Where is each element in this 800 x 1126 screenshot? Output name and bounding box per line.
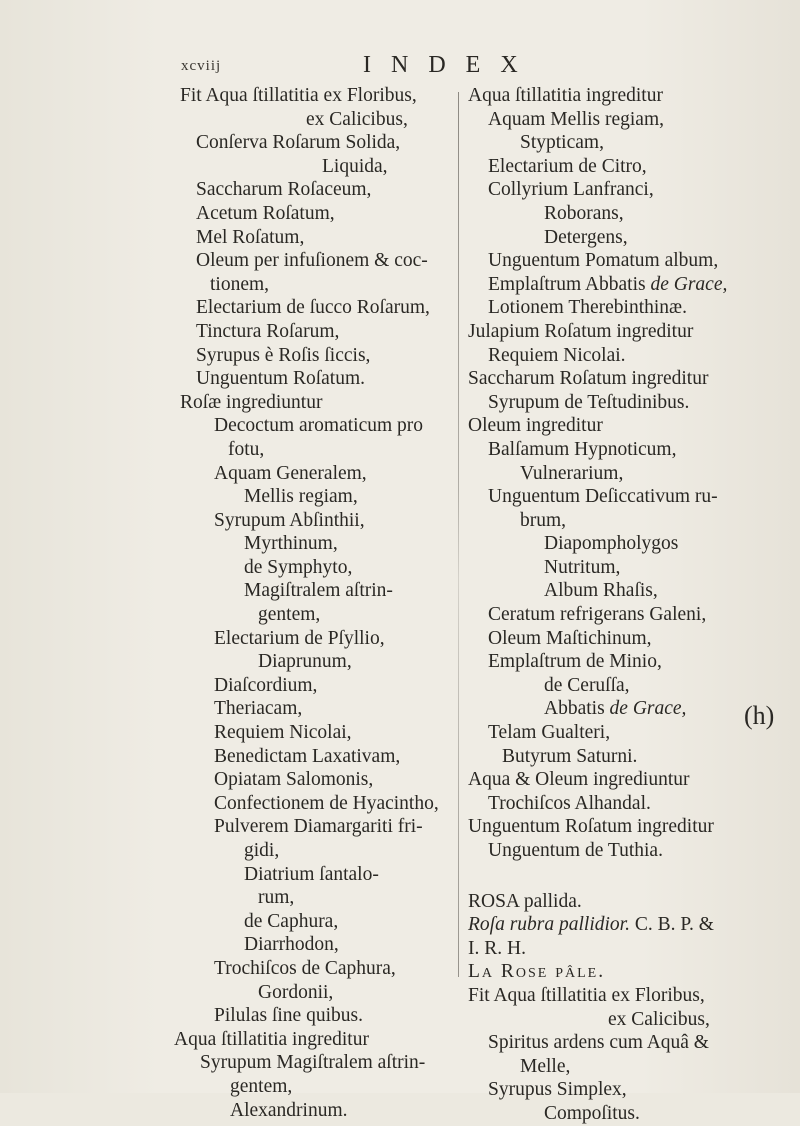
right-line: Detergens, <box>544 226 628 248</box>
left-line: Requiem Nicolai, <box>214 722 352 744</box>
left-line: Oleum per infuſionem & coc- <box>196 250 428 272</box>
right-line: Unguentum Roſatum ingreditur <box>468 816 714 838</box>
right-line: Stypticam, <box>520 132 604 154</box>
left-line: Acetum Roſatum, <box>196 202 335 224</box>
left-line: Confectionem de Hyacintho, <box>214 792 439 814</box>
left-line: Electarium de Pſyllio, <box>214 627 385 649</box>
right-line: Diapompholygos <box>544 533 679 555</box>
right-line: Aqua ſtillatitia ingreditur <box>468 85 663 106</box>
left-line: gidi, <box>244 840 280 861</box>
left-line: Diaſcordium, <box>214 674 318 696</box>
signature-mark: (h) <box>744 701 775 730</box>
left-line: de Symphyto, <box>244 556 353 578</box>
right-column <box>468 84 788 1126</box>
right-line: Aqua & Oleum ingrediuntur <box>468 769 690 791</box>
right-line: Lotionem Therebinthinæ. <box>488 297 687 319</box>
right-line: Melle, <box>520 1055 571 1077</box>
right-line: Unguentum Deſiccativum ru- <box>488 486 718 508</box>
right-line: Vulnerarium, <box>520 462 624 484</box>
left-line: Diatrium ſantalo- <box>244 863 379 885</box>
left-line: Theriacam, <box>214 698 303 720</box>
left-line: Myrthinum, <box>244 533 338 555</box>
right-line: Aquam Mellis regiam, <box>488 108 665 130</box>
right-line: Julapium Roſatum ingreditur <box>468 320 694 342</box>
left-line: gentem, <box>230 1075 293 1097</box>
right-line: Compoſitus. <box>544 1102 640 1124</box>
left-line: Liquida, <box>322 155 388 177</box>
right-line: Emplaſtrum Abbatis de Grace, <box>488 273 728 295</box>
left-line: Pulverem Diamargariti fri- <box>214 816 423 838</box>
left-line: Syrupum Abſinthii, <box>214 509 365 531</box>
left-line: tionem, <box>210 273 270 295</box>
right-line: Saccharum Roſatum ingreditur <box>468 368 709 390</box>
left-line: Mellis regiam, <box>244 486 358 508</box>
left-line: Conſerva Roſarum Solida, <box>196 132 401 154</box>
left-line: de Caphura, <box>244 910 339 932</box>
right-line: Oleum ingreditur <box>468 415 603 437</box>
left-column <box>174 84 464 1122</box>
running-title: INDEX <box>363 52 538 78</box>
right-line: La Rose pâle. <box>468 961 606 983</box>
left-line: Aqua ſtillatitia ingreditur <box>174 1028 369 1050</box>
right-line <box>468 863 788 890</box>
left-line: Decoctum aromaticum pro <box>214 415 424 437</box>
right-line: Requiem Nicolai. <box>488 344 626 366</box>
right-line: brum, <box>520 509 567 531</box>
left-line: Tinctura Roſarum, <box>196 320 340 342</box>
left-line: Saccharum Roſaceum, <box>196 179 372 201</box>
right-line: ROSA pallida. <box>468 890 582 912</box>
right-line: Ceratum refrigerans Galeni, <box>488 604 707 626</box>
left-line: rum, <box>258 887 295 909</box>
right-line: de Ceruſſa, <box>544 674 630 696</box>
left-line: Benedictam Laxativam, <box>214 745 401 767</box>
left-line: Trochiſcos de Caphura, <box>214 957 396 979</box>
left-line: Alexandrinum. <box>230 1099 348 1121</box>
right-line: Butyrum Saturni. <box>502 745 638 767</box>
right-line: Spiritus ardens cum Aquâ & <box>488 1032 709 1054</box>
right-line: Syrupus Simplex, <box>488 1079 627 1101</box>
right-line: Syrupum de Teſtudinibus. <box>488 391 690 413</box>
right-line: Unguentum de Tuthia. <box>488 840 663 861</box>
right-line: Abbatis de Grace, <box>544 698 687 720</box>
right-line: I. R. H. <box>468 937 526 959</box>
left-line: Pilulas ſine quibus. <box>214 1005 363 1027</box>
left-line: Diaprunum, <box>258 651 352 673</box>
right-line: Roſa rubra pallidior. C. B. P. & <box>468 914 714 936</box>
left-line: gentem, <box>258 604 321 626</box>
right-line: Oleum Maſtichinum, <box>488 627 652 649</box>
left-line: Gordonii, <box>258 981 334 1003</box>
left-line: Mel Roſatum, <box>196 226 305 248</box>
left-line: Unguentum Roſatum. <box>196 368 365 390</box>
page-header <box>181 52 781 86</box>
right-line: Fit Aqua ſtillatitia ex Floribus, <box>468 984 705 1006</box>
right-line: Balſamum Hypnoticum, <box>488 438 677 460</box>
left-line: fotu, <box>228 438 265 460</box>
left-line: Diarrhodon, <box>244 934 339 956</box>
right-line: Electarium de Citro, <box>488 155 647 177</box>
left-line: Opiatam Salomonis, <box>214 769 374 791</box>
right-line: Collyrium Lanfranci, <box>488 179 654 201</box>
right-line: Unguentum Pomatum album, <box>488 250 719 272</box>
right-line: Emplaſtrum de Minio, <box>488 651 662 673</box>
right-line: Trochiſcos Alhandal. <box>488 792 651 814</box>
folio-number: xcviij <box>181 58 222 74</box>
left-line: Fit Aqua ſtillatitia ex Floribus, <box>180 85 417 106</box>
left-line: Magiſtralem aſtrin- <box>244 580 393 602</box>
left-line: Syrupus è Roſis ſiccis, <box>196 344 371 366</box>
right-line: Album Rhaſis, <box>544 580 658 602</box>
left-line: ex Calicibus, <box>306 108 408 130</box>
right-line: Telam Gualteri, <box>488 722 611 744</box>
left-line: Roſæ ingrediuntur <box>180 391 323 413</box>
right-line: ex Calicibus, <box>608 1008 710 1030</box>
left-line: Aquam Generalem, <box>214 462 367 484</box>
left-line: Syrupum Magiſtralem aſtrin- <box>200 1052 426 1074</box>
right-line: Roborans, <box>544 202 624 224</box>
left-line: Electarium de ſucco Roſarum, <box>196 297 430 319</box>
right-line: Nutritum, <box>544 556 621 578</box>
column-divider <box>458 92 459 977</box>
